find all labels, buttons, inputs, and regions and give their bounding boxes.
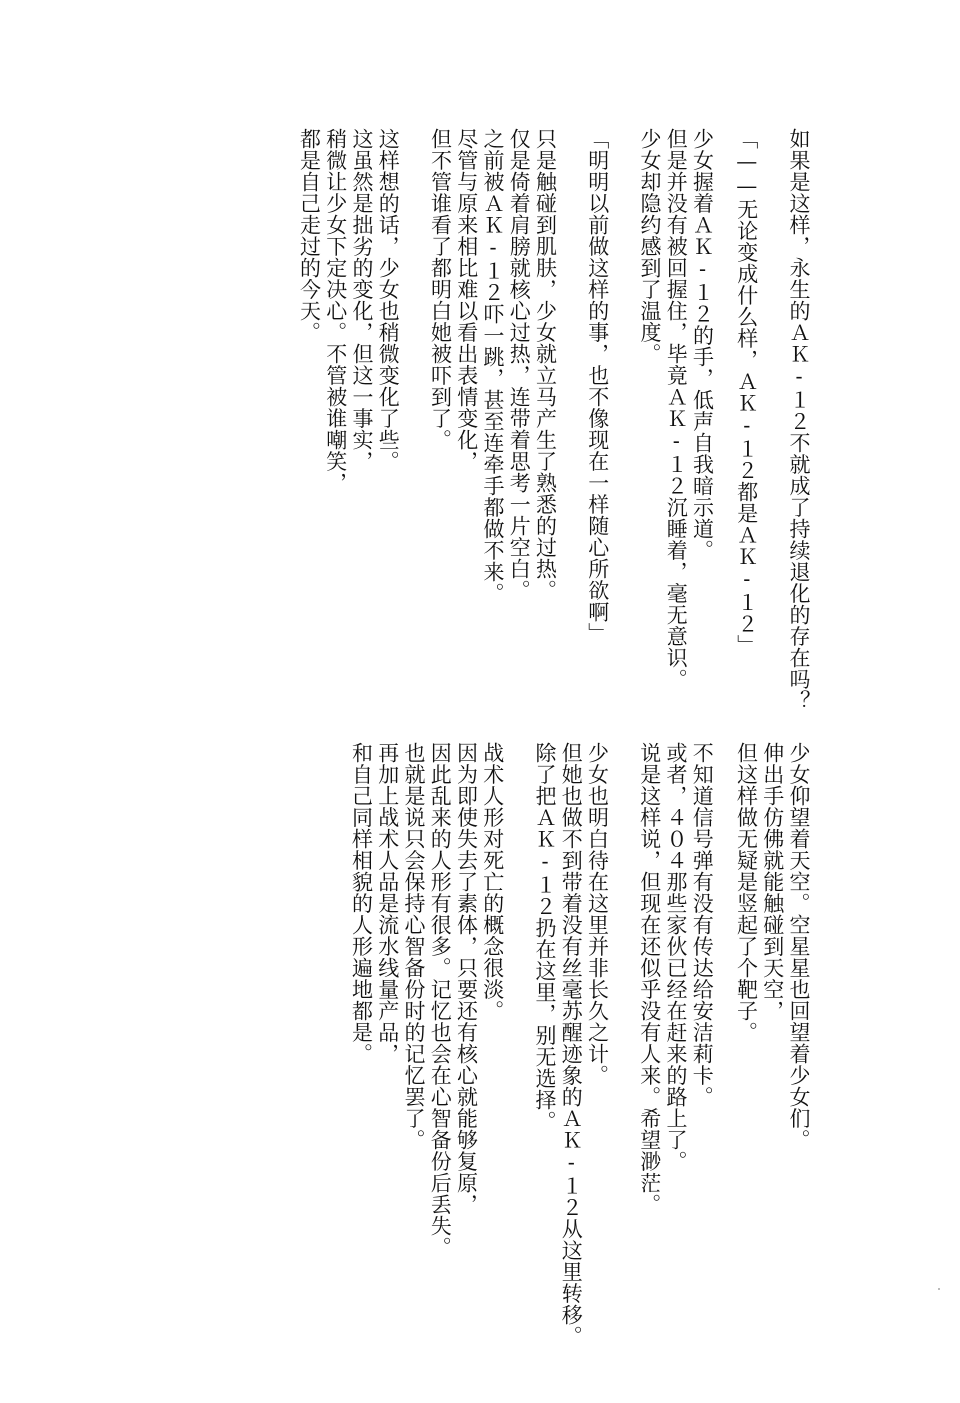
text-line: 除了把ＡＫ-１２扔在这里，别无选择。 (533, 742, 557, 1132)
text-line: 如果是这样，永生的ＡＫ-１２不就成了持续退化的存在吗？ (787, 128, 811, 712)
text-line: 因为即使失去了素体，只要还有核心就能够复原， (454, 742, 479, 1215)
paragraph-gap (611, 128, 637, 708)
text-line: 伸出手仿佛就能触碰到天空， (760, 742, 785, 1022)
text-line: 少女握着ＡＫ-１２的手，低声自我暗示道。 (690, 128, 715, 561)
text-line: 少女却隐约感到了温度。 (638, 128, 662, 365)
text-line: 或者，４０４那些家伙已经在赶来的路上了。 (664, 742, 688, 1172)
text-line: 少女也明白待在这里并非长久之计。 (585, 742, 610, 1086)
lower-text-block (348, 742, 812, 1347)
dialogue-line: 「明明以前做这样的事，也不像现在一样随心所欲啊」 (585, 128, 610, 644)
text-line: 说是这样说，但现在还似乎没有人来。希望渺茫。 (637, 742, 662, 1215)
paragraph-gap (760, 128, 786, 708)
paragraph-gap (506, 742, 532, 1322)
text-line: 也就是说只会保持心智备份时的记忆罢了。 (402, 742, 426, 1151)
text-line: 这虽然是拙劣的变化，但这一事实， (350, 128, 374, 472)
text-line: 因此乱来的人形有很多。记忆也会在心智备份后丢失。 (428, 742, 453, 1258)
text-line: 仅是倚着肩膀就核心过热，连带着思考一片空白。 (507, 128, 532, 601)
text-line: 这样想的话，少女也稍微变化了些。 (376, 128, 401, 472)
text-line: 但她也做不到带着没有丝毫苏醒迹象的ＡＫ-１２从这里转移。 (559, 742, 584, 1347)
text-line: 但是并没有被回握住，毕竟ＡＫ-１２沉睡着，毫无意识。 (664, 128, 689, 690)
text-line: 不知道信号弹有没有传达给安洁莉卡。 (690, 742, 715, 1108)
scan-speck (938, 1288, 940, 1290)
text-line: 少女仰望着天空。空星星也回望着少女们。 (787, 742, 811, 1151)
text-line: 战术人形对死亡的概念很淡。 (480, 742, 505, 1022)
paragraph-gap (716, 128, 734, 708)
upper-text-block (296, 128, 812, 712)
dialogue-line: 「——无论变成什么样，ＡＫ-１２都是ＡＫ-１２」 (734, 128, 759, 656)
paragraph-gap (715, 742, 733, 1322)
paragraph-gap (611, 742, 637, 1322)
text-line: 和自己同样相貌的人形遍地都是。 (349, 742, 374, 1065)
text-line: 尽管与原来相比难以看出表情变化， (454, 128, 479, 472)
text-line: 都是自己走过的今天。 (297, 128, 322, 343)
text-line: 之前被ＡＫ-１２吓一跳，甚至连牵手都做不来。 (481, 128, 505, 604)
text-line: 再加上战术人品是流水线量产品， (375, 742, 400, 1065)
text-line: 但这样做无疑是竖起了个靶子。 (734, 742, 759, 1043)
paragraph-gap (559, 128, 585, 708)
text-line: 稍微让少女下定决心。不管被谁嘲笑， (323, 128, 348, 494)
text-line: 只是触碰到肌肤，少女就立马产生了熟悉的过热。 (533, 128, 558, 601)
text-line: 但不管谁看了都明白她被吓到了。 (428, 128, 453, 451)
paragraph-gap (401, 128, 427, 708)
